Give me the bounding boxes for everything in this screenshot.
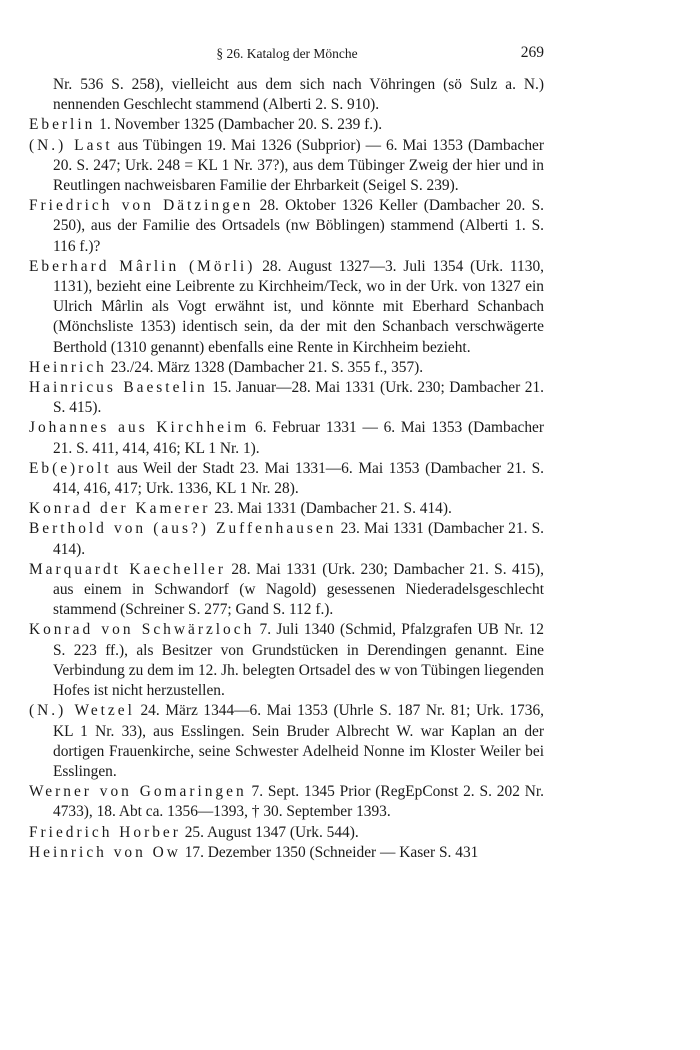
entry-name: Heinrich: [29, 358, 107, 376]
catalog-entry: [29, 823, 544, 843]
entry-name: Heinrich von Ow: [29, 843, 181, 861]
entry-text: 28. Oktober 1326 Keller (Dambacher 20. S. 250), aus der Familie des Ortsadels (nw Böblingen) stammend (Alberti 1. S. 116 f.)?: [53, 197, 544, 255]
entry-text: 23. Mai 1331 (Dambacher 21. S. 414).: [210, 500, 452, 518]
entry-name: (N.) Last: [29, 136, 113, 154]
entry-text: 15. Januar—28. Mai 1331 (Urk. 230; Dambacher 21. S. 415).: [53, 379, 544, 417]
entry-name: Konrad der Kamerer: [29, 500, 211, 518]
entry-text: 25. August 1347 (Urk. 544).: [180, 823, 359, 841]
catalog-entry: [29, 782, 544, 822]
catalog-entry: [29, 620, 544, 701]
catalog-entry: [29, 75, 544, 115]
entry-text: 17. Dezember 1350 (Schneider — Kaser S. 431: [180, 843, 479, 861]
catalog-entry: [29, 358, 544, 378]
entry-text: 1. November 1325 (Dambacher 20. S. 239 f.).: [95, 116, 383, 134]
entry-name: Werner von Gomaringen: [29, 783, 247, 801]
catalog-entry: [29, 499, 544, 519]
catalog-entry: [29, 459, 544, 499]
entry-name: Eb(e)rolt: [29, 459, 112, 477]
catalog-entry: [29, 115, 544, 135]
catalog-entry: [29, 257, 544, 358]
entry-text: aus Weil der Stadt 23. Mai 1331—6. Mai 1353 (Dambacher 21. S. 414, 416, 417; Urk. 1336, KL 1 Nr. 28).: [53, 459, 544, 498]
catalog-entries: [29, 75, 544, 863]
entry-name: Berthold von (aus?) Zuffenhausen: [29, 520, 337, 538]
catalog-entry: [29, 418, 544, 458]
entry-text: Nr. 536 S. 258), vielleicht aus dem sich nach Vöhringen (sö Sulz a. N.) nennenden Geschlecht stammend (Alberti 2. S. 910).: [53, 76, 544, 114]
catalog-entry: [29, 843, 544, 863]
entry-name: Konrad von Schwärzloch: [29, 621, 255, 639]
entry-text: 7. Juli 1340 (Schmid, Pfalzgrafen UB Nr. 12 S. 223 ff.), als Besitzer von Grundstücken in Derendingen genannt. Eine Verbindung zu dem im 12. Jh. belegten Ortsadel des w von Tübingen liegenden Hofes ist nicht herzustellen.: [53, 621, 544, 700]
running-head: [30, 44, 544, 66]
page-number: 269: [520, 44, 544, 61]
catalog-entry: [29, 701, 544, 782]
entry-text: 23. Mai 1331 (Dambacher 21. S. 414).: [53, 520, 544, 558]
catalog-entry: [29, 560, 544, 621]
entry-text: aus Tübingen 19. Mai 1326 (Subprior) — 6. Mai 1353 (Dambacher 20. S. 247; Urk. 248 = KL 1 Nr. 37?), aus dem Tübinger Zweig der hier und in Reutlingen nachweisbaren Familie der Ehrbarkeit (Seigel S. 239).: [53, 136, 544, 195]
catalog-entry: [29, 196, 544, 257]
entry-name: Hainricus Baestelin: [29, 379, 208, 397]
entry-name: Friedrich Horber: [29, 823, 181, 841]
entry-name: Eberlin: [29, 116, 96, 134]
running-title: § 26. Katalog der Mönche: [216, 46, 358, 61]
catalog-entry: [29, 136, 544, 197]
entry-name: (N.) Wetzel: [29, 702, 135, 720]
catalog-entry: [29, 378, 544, 418]
entry-text: 23./24. März 1328 (Dambacher 21. S. 355 f., 357).: [106, 358, 424, 376]
entry-name: Eberhard Mârlin (Mörli): [29, 257, 256, 275]
catalog-entry: [29, 519, 544, 559]
entry-text: 28. August 1327—3. Juli 1354 (Urk. 1130, 1131), bezieht eine Leibrente zu Kirchheim/Teck, wo in der Urk. von 1327 ein Ulrich Mârlin als Vogt erwähnt ist, und könnte mit Eberhard Schanbach (Mönchsliste 1353) identisch sein, da der mit den Schanbach verschwägerte Berthold (1310 genannt) ebenfalls eine Rente in Kirchheim bezieht.: [53, 257, 544, 356]
entry-text: 28. Mai 1331 (Urk. 230; Dambacher 21. S. 415), aus einem in Schwandorf (w Nagold) gesessenen Niederadelsgeschlecht stammend (Schreiner S. 277; Gand S. 112 f.).: [53, 560, 545, 619]
entry-text: 7. Sept. 1345 Prior (RegEpConst 2. S. 202 Nr. 4733), 18. Abt ca. 1356—1393, † 30. September 1393.: [53, 783, 544, 821]
entry-name: Friedrich von Dätzingen: [29, 197, 254, 215]
entry-name: Johannes aus Kirchheim: [29, 419, 250, 437]
entry-text: 24. März 1344—6. Mai 1353 (Uhrle S. 187 Nr. 81; Urk. 1736, KL 1 Nr. 33), aus Esslingen. Sein Bruder Albrecht W. war Kaplan an der dortigen Frauenkirche, seine Schwester Adelheid Nonne im Kloster Weiler bei Esslingen.: [53, 702, 544, 780]
entry-name: Marquardt Kaecheller: [29, 560, 226, 578]
entry-text: 6. Februar 1331 — 6. Mai 1353 (Dambacher 21. S. 411, 414, 416; KL 1 Nr. 1).: [53, 419, 545, 457]
